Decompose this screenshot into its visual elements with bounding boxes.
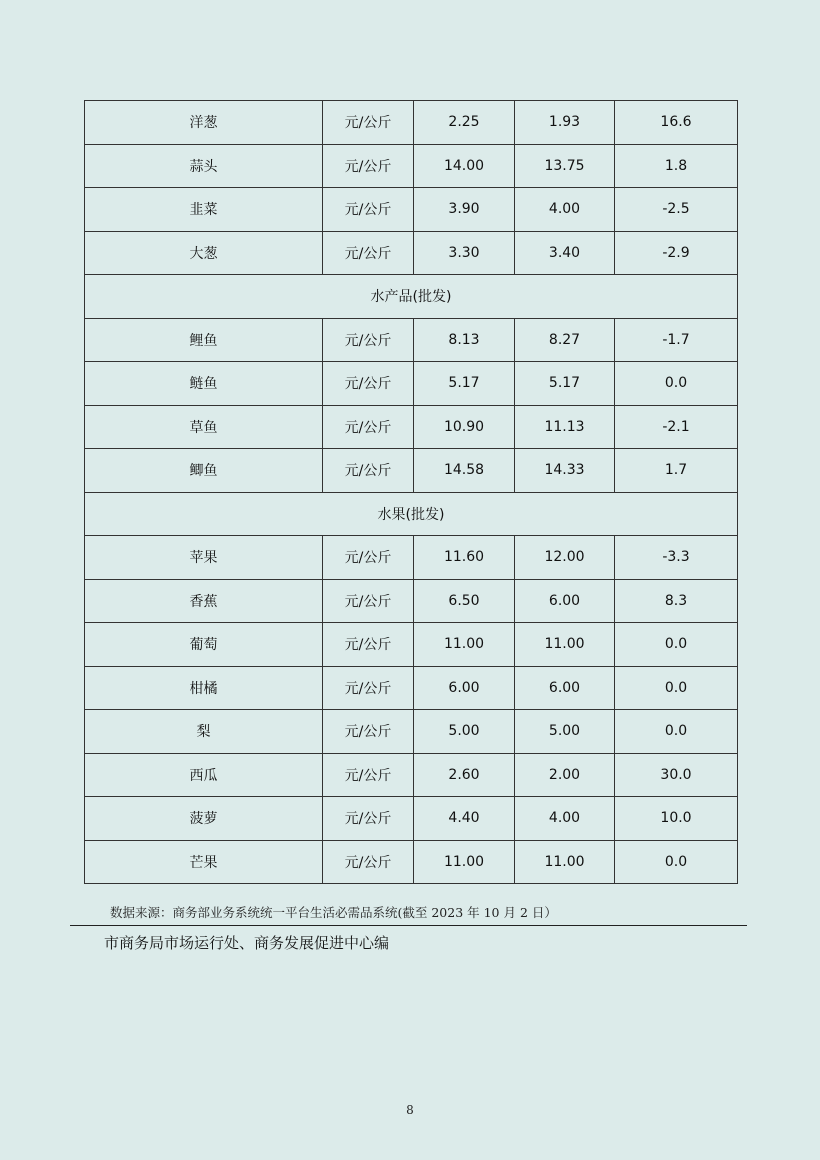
unit-cell: 元/公斤: [323, 753, 414, 797]
previous-price-cell: 11.00: [515, 840, 615, 884]
section-header: 水产品(批发): [85, 275, 738, 319]
unit-cell: 元/公斤: [323, 231, 414, 275]
current-price-cell: 8.13: [414, 318, 515, 362]
unit-cell: 元/公斤: [323, 144, 414, 188]
previous-price-cell: 1.93: [515, 101, 615, 145]
change-percent-cell: -3.3: [615, 536, 738, 580]
table-row: [85, 710, 738, 754]
unit-cell: 元/公斤: [323, 623, 414, 667]
table-row: [85, 797, 738, 841]
change-percent-cell: 0.0: [615, 666, 738, 710]
change-percent-cell: 0.0: [615, 840, 738, 884]
change-percent-cell: 16.6: [615, 101, 738, 145]
item-name-cell: 菠萝: [85, 797, 323, 841]
current-price-cell: 2.25: [414, 101, 515, 145]
unit-cell: 元/公斤: [323, 449, 414, 493]
previous-price-cell: 11.00: [515, 623, 615, 667]
change-percent-cell: -2.9: [615, 231, 738, 275]
footer-divider: [70, 925, 747, 926]
unit-cell: 元/公斤: [323, 188, 414, 232]
unit-cell: 元/公斤: [323, 579, 414, 623]
section-header: 水果(批发): [85, 492, 738, 536]
previous-price-cell: 5.00: [515, 710, 615, 754]
previous-price-cell: 2.00: [515, 753, 615, 797]
previous-price-cell: 14.33: [515, 449, 615, 493]
price-table-body: [85, 101, 738, 884]
table-row: [85, 623, 738, 667]
table-row: [85, 405, 738, 449]
previous-price-cell: 8.27: [515, 318, 615, 362]
unit-cell: 元/公斤: [323, 710, 414, 754]
change-percent-cell: 0.0: [615, 710, 738, 754]
change-percent-cell: 0.0: [615, 362, 738, 406]
table-row: [85, 144, 738, 188]
current-price-cell: 2.60: [414, 753, 515, 797]
current-price-cell: 11.00: [414, 840, 515, 884]
current-price-cell: 6.50: [414, 579, 515, 623]
item-name-cell: 西瓜: [85, 753, 323, 797]
table-row: [85, 318, 738, 362]
previous-price-cell: 5.17: [515, 362, 615, 406]
previous-price-cell: 6.00: [515, 666, 615, 710]
change-percent-cell: 10.0: [615, 797, 738, 841]
unit-cell: 元/公斤: [323, 362, 414, 406]
item-name-cell: 香蕉: [85, 579, 323, 623]
table-row: [85, 449, 738, 493]
item-name-cell: 柑橘: [85, 666, 323, 710]
item-name-cell: 鲫鱼: [85, 449, 323, 493]
current-price-cell: 10.90: [414, 405, 515, 449]
table-row: [85, 101, 738, 145]
change-percent-cell: -1.7: [615, 318, 738, 362]
item-name-cell: 鲢鱼: [85, 362, 323, 406]
unit-cell: 元/公斤: [323, 405, 414, 449]
previous-price-cell: 11.13: [515, 405, 615, 449]
current-price-cell: 4.40: [414, 797, 515, 841]
table-row: [85, 579, 738, 623]
current-price-cell: 5.00: [414, 710, 515, 754]
unit-cell: 元/公斤: [323, 797, 414, 841]
unit-cell: 元/公斤: [323, 101, 414, 145]
current-price-cell: 5.17: [414, 362, 515, 406]
table-row: [85, 536, 738, 580]
change-percent-cell: -2.1: [615, 405, 738, 449]
item-name-cell: 梨: [85, 710, 323, 754]
editor-credit: 市商务局市场运行处、商务发展促进中心编: [104, 934, 390, 952]
current-price-cell: 11.00: [414, 623, 515, 667]
previous-price-cell: 12.00: [515, 536, 615, 580]
section-header-row: [85, 492, 738, 536]
current-price-cell: 11.60: [414, 536, 515, 580]
item-name-cell: 大葱: [85, 231, 323, 275]
unit-cell: 元/公斤: [323, 318, 414, 362]
table-row: [85, 188, 738, 232]
item-name-cell: 蒜头: [85, 144, 323, 188]
current-price-cell: 3.30: [414, 231, 515, 275]
price-table: [84, 100, 738, 884]
item-name-cell: 葡萄: [85, 623, 323, 667]
unit-cell: 元/公斤: [323, 536, 414, 580]
current-price-cell: 6.00: [414, 666, 515, 710]
page-number: 8: [406, 1103, 414, 1117]
change-percent-cell: 1.8: [615, 144, 738, 188]
table-row: [85, 362, 738, 406]
item-name-cell: 韭菜: [85, 188, 323, 232]
previous-price-cell: 4.00: [515, 797, 615, 841]
item-name-cell: 洋葱: [85, 101, 323, 145]
current-price-cell: 14.00: [414, 144, 515, 188]
table-row: [85, 666, 738, 710]
previous-price-cell: 4.00: [515, 188, 615, 232]
current-price-cell: 14.58: [414, 449, 515, 493]
change-percent-cell: 30.0: [615, 753, 738, 797]
unit-cell: 元/公斤: [323, 666, 414, 710]
table-row: [85, 840, 738, 884]
item-name-cell: 鲤鱼: [85, 318, 323, 362]
change-percent-cell: 1.7: [615, 449, 738, 493]
change-percent-cell: 0.0: [615, 623, 738, 667]
previous-price-cell: 13.75: [515, 144, 615, 188]
change-percent-cell: -2.5: [615, 188, 738, 232]
change-percent-cell: 8.3: [615, 579, 738, 623]
item-name-cell: 草鱼: [85, 405, 323, 449]
table-row: [85, 231, 738, 275]
section-header-row: [85, 275, 738, 319]
current-price-cell: 3.90: [414, 188, 515, 232]
table-row: [85, 753, 738, 797]
item-name-cell: 芒果: [85, 840, 323, 884]
previous-price-cell: 3.40: [515, 231, 615, 275]
data-source-note: 数据来源：商务部业务系统统一平台生活必需品系统(截至 2023 年 10 月 2 日）: [110, 905, 557, 920]
previous-price-cell: 6.00: [515, 579, 615, 623]
item-name-cell: 苹果: [85, 536, 323, 580]
unit-cell: 元/公斤: [323, 840, 414, 884]
